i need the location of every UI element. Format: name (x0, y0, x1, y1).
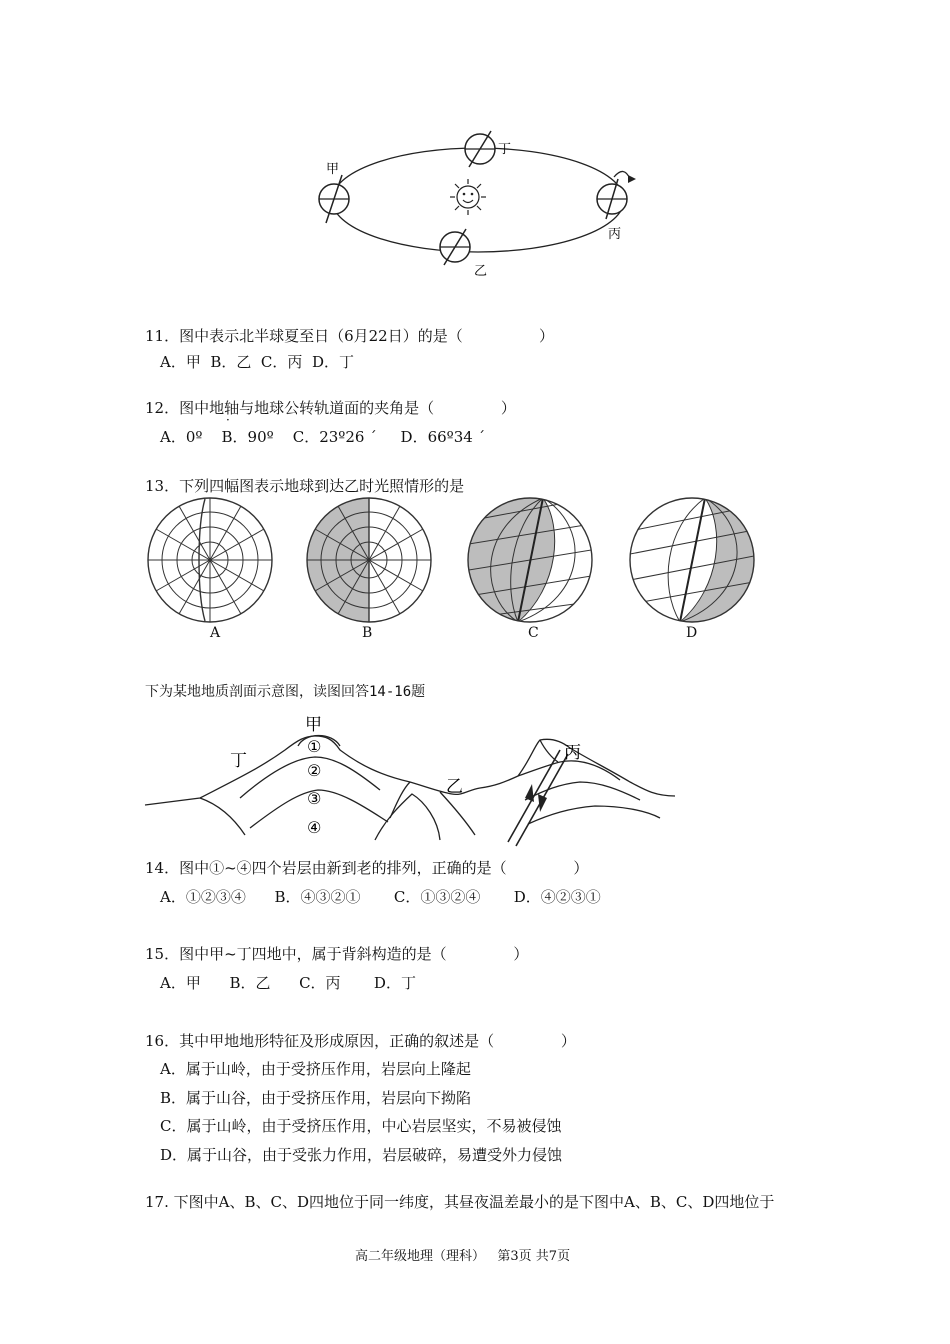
layer-1: ① (307, 737, 322, 756)
layer-3: ③ (307, 789, 322, 808)
label-jia: 甲 (305, 715, 322, 735)
earth-yi (440, 229, 470, 265)
q11-stem: 11．图中表示北半球夏至日（6月22日）的是（ ） (145, 327, 555, 345)
caption-b: B (362, 625, 373, 641)
q16-option-a: A．属于山岭，由于受挤压作用，岩层向上隆起 (160, 1060, 471, 1078)
q15-options: A．甲 B．乙 C．丙 D．丁 (160, 974, 416, 992)
q16-stem: 16．其中甲地地形特征及形成原因，正确的叙述是（ ） (145, 1032, 576, 1050)
q11-options: A．甲 B．乙 C．丙 D．丁 (160, 353, 354, 371)
caption-c: C (528, 625, 539, 641)
layer-4: ④ (307, 818, 322, 837)
layer-2: ② (307, 761, 322, 780)
q16-option-d: D．属于山谷，由于受张力作用，岩层破碎，易遭受外力侵蚀 (160, 1146, 563, 1164)
globe-c (463, 497, 597, 627)
q13-stem: 13．下列四幅图表示地球到达乙时光照情形的是 (145, 477, 465, 495)
q16-option-c: C．属于山岭，由于受挤压作用，中心岩层坚实，不易被侵蚀 (160, 1117, 562, 1135)
label-yi: 乙 (446, 777, 463, 797)
caption-d: D (686, 625, 698, 641)
globe-b (302, 497, 436, 627)
label-bing: 丙 (608, 227, 622, 242)
q14-options: A．①②③④ B．④③②① C．①③②④ D．④②③① (160, 888, 601, 906)
label-yi: 乙 (474, 264, 488, 279)
label-ding: 丁 (498, 142, 512, 157)
geological-profile (140, 710, 685, 850)
q17-stem: 17. 下图中A、B、C、D四地位于同一纬度，其昼夜温差最小的是下图中A、B、C、D四地位于 (145, 1193, 775, 1211)
caption-a: A (210, 625, 221, 641)
sun-icon (450, 179, 486, 215)
orbit-figure (300, 125, 650, 285)
q16-option-b: B．属于山谷，由于受挤压作用，岩层向下拗陷 (160, 1089, 472, 1107)
label-jia: 甲 (326, 162, 340, 177)
q15-stem: 15．图中甲~丁四地中，属于背斜构造的是（ ） (145, 945, 529, 963)
q12-options: A．0º B．90º C．23º26 ´ D．66º34 ´ (160, 428, 486, 446)
page-footer: 高二年级地理（理科） 第3页 共7页 (355, 1249, 571, 1264)
label-ding: 丁 (230, 751, 247, 771)
geo-intro: 下为某地地质剖面示意图，读图回答14-16题 (145, 684, 426, 700)
earth-bing (597, 171, 636, 219)
earth-ding (465, 131, 495, 167)
emphasis-dot: · (226, 413, 230, 427)
q14-stem: 14．图中①~④四个岩层由新到老的排列，正确的是（ ） (145, 859, 589, 877)
globe-d (625, 497, 759, 627)
globe-a (143, 497, 277, 627)
earth-jia (319, 175, 349, 223)
label-bing: 丙 (564, 743, 581, 763)
q12-stem: 12．图中地轴与地球公转轨道面的夹角是（ ） (145, 399, 516, 417)
